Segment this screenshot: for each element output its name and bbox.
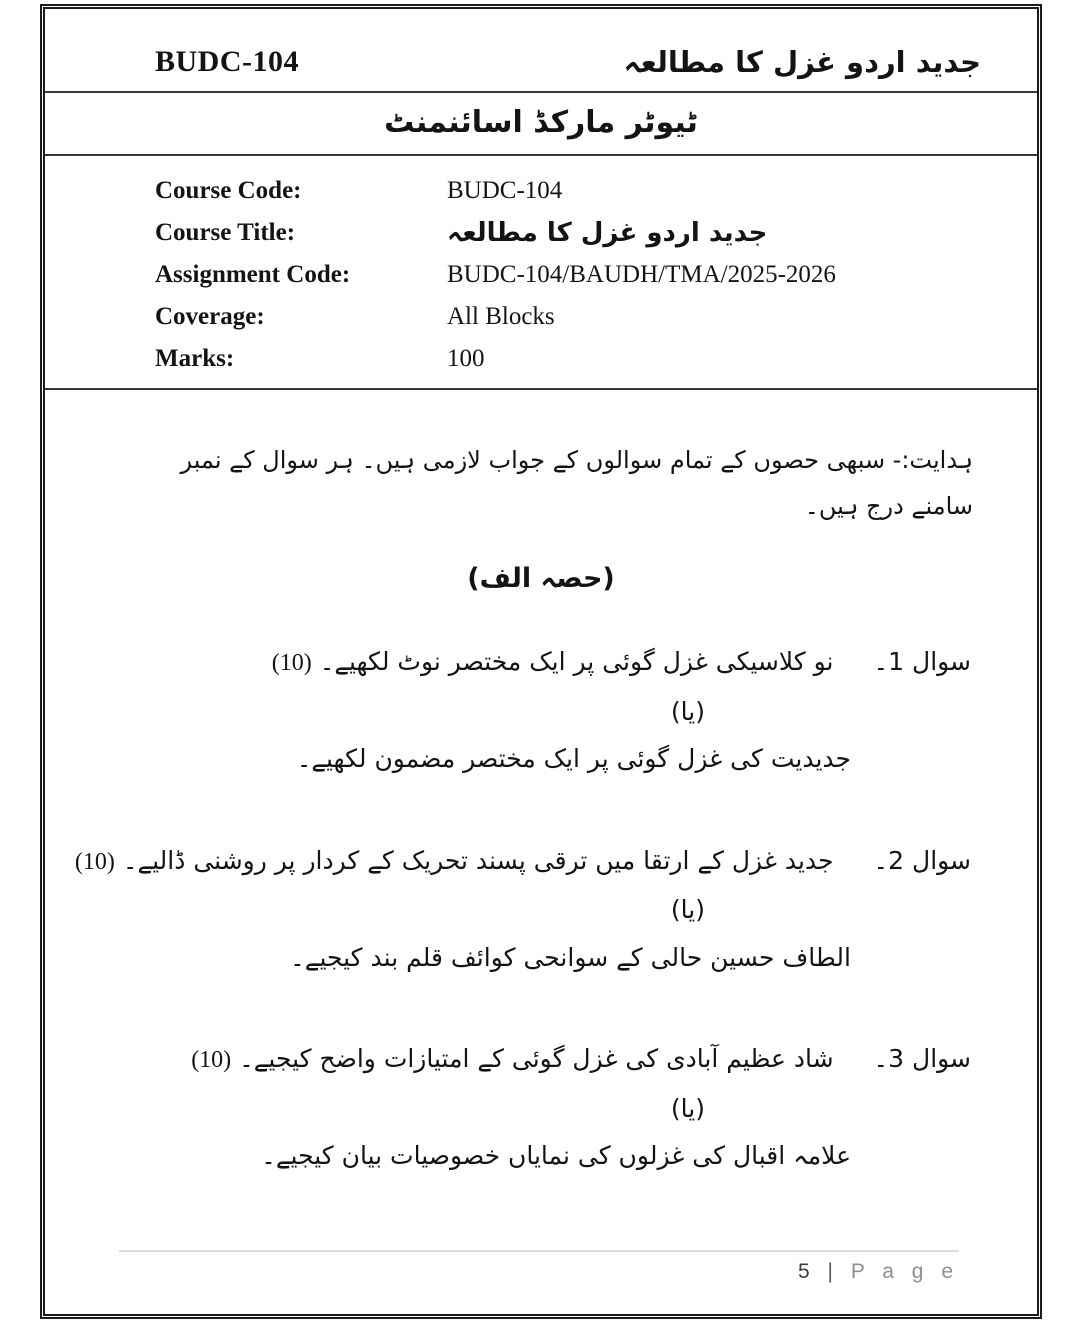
detail-label: Marks: [155,345,235,372]
course-details-table [45,156,1037,388]
alt-question-text: علامہ اقبال کی غزلوں کی نمایاں خصوصیات بیان کیجیے۔ [261,1141,851,1171]
question-label: سوال 1۔ [873,647,971,677]
question-label: سوال 3۔ [873,1044,971,1074]
question-block-3 [45,1035,1037,1180]
page-border-frame [40,4,1042,1319]
question-marks: (10) [191,1047,232,1074]
questions-list [45,638,1037,1180]
page-number-footer [119,1252,959,1284]
detail-label: Course Code: [155,177,302,204]
footer-page-word: P a g e [850,1260,959,1283]
or-separator: (یا) [670,895,705,925]
question-marks: (10) [271,650,312,677]
question-row [45,638,1037,687]
question-text: جدید غزل کے ارتقا میں ترقی پسند تحریک کے کردار پر روشنی ڈالیے۔ [122,845,834,875]
question-main [53,837,834,886]
question-text: نو کلاسیکی غزل گوئی پر ایک مختصر نوٹ لکھیے۔ [319,647,834,677]
page-footer [119,1250,959,1284]
footer-separator: | [827,1260,836,1283]
question-text: شاد عظیم آبادی کی غزل گوئی کے امتیازات واضح کیجیے۔ [239,1044,834,1074]
alt-question-text: جدیدیت کی غزل گوئی پر ایک مختصر مضمون لکھیے۔ [296,744,851,774]
instruction-text: ہدایت:- سبھی حصوں کے تمام سوالوں کے جواب لازمی ہیں۔ ہر سوال کے نمبر سامنے درج ہیں۔ [180,446,973,520]
detail-label: Assignment Code: [155,261,351,288]
page-number: 5 [797,1260,813,1283]
detail-value: 100 [447,345,485,372]
details-divider-rule [45,388,1037,390]
detail-row-course-title [155,212,1037,254]
question-row [45,837,1037,886]
detail-value: BUDC-104 [447,177,563,204]
or-separator: (یا) [670,1093,705,1123]
course-code-header: BUDC-104 [155,45,299,78]
detail-label: Coverage: [155,303,265,330]
question-main [250,638,834,687]
assignment-title: ٹیوٹر مارکڈ اسائنمنٹ [384,105,698,140]
question-block-2 [45,837,1037,982]
detail-row-coverage [155,296,1037,338]
detail-value-urdu: جدید اردو غزل کا مطالعہ [447,218,768,248]
detail-row-assignment-code [155,254,1037,296]
detail-value: All Blocks [447,303,555,330]
detail-value: BUDC-104/BAUDH/TMA/2025-2026 [447,261,836,288]
course-title-header-urdu: جدید اردو غزل کا مطالعہ [623,45,981,79]
question-marks: (10) [74,848,115,875]
question-main [169,1035,833,1084]
section-heading: (حصہ الف) [467,563,615,595]
page-header [45,9,1037,91]
detail-row-course-code [155,170,1037,212]
question-label: سوال 2۔ [873,845,971,875]
alt-question-text: الطاف حسین حالی کے سوانحی کوائف قلم بند کیجیے۔ [290,942,851,972]
or-separator: (یا) [670,696,705,726]
question-row [45,1035,1037,1084]
question-block-1 [45,638,1037,783]
detail-label: Course Title: [155,219,296,246]
detail-row-marks [155,338,1037,380]
